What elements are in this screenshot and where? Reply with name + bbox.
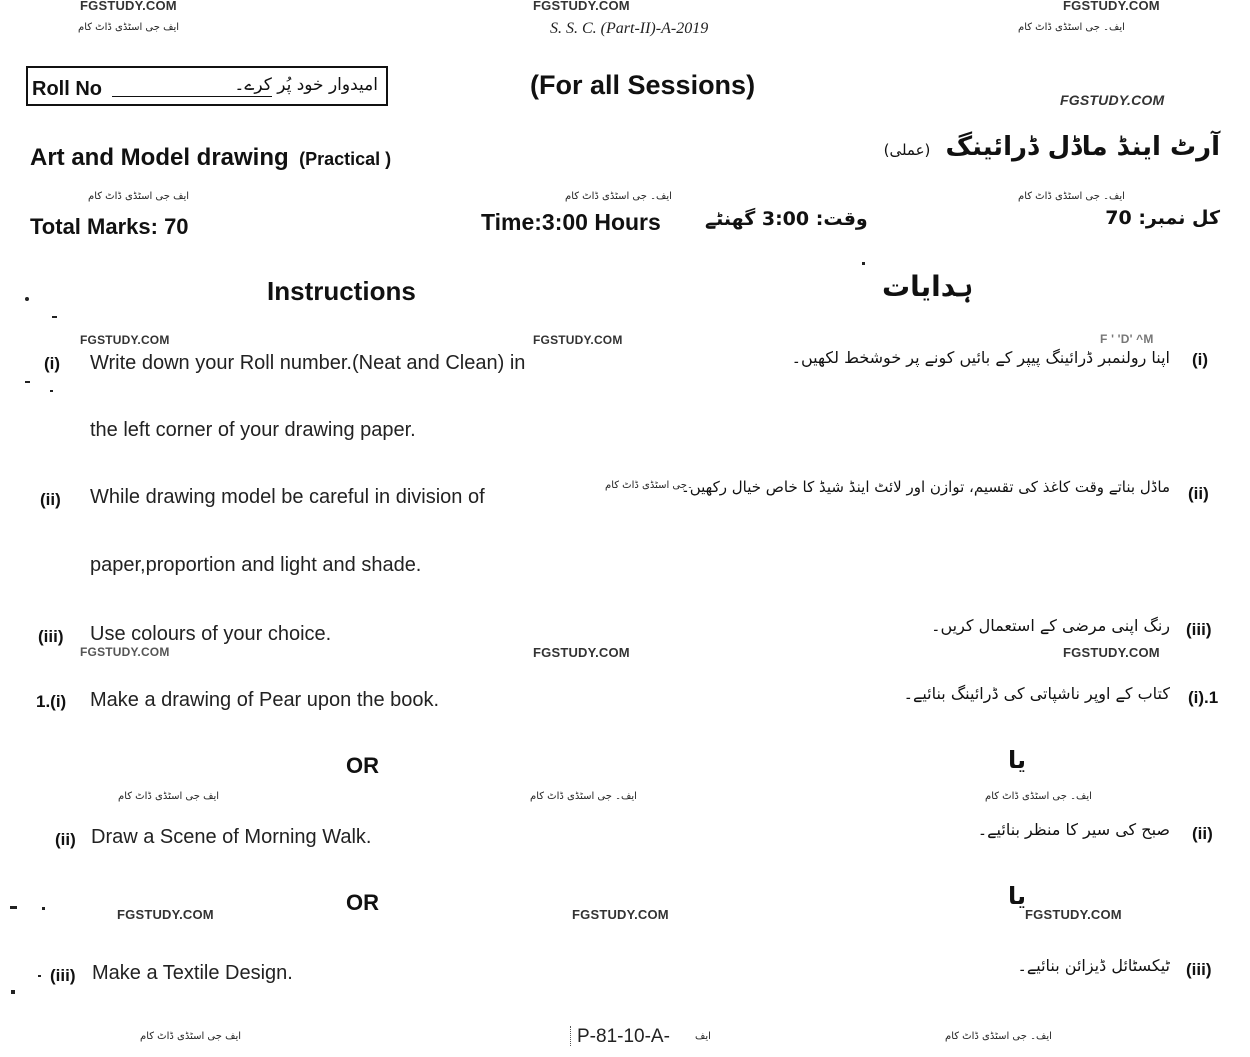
scan-speck — [42, 907, 45, 910]
scan-speck — [25, 381, 30, 383]
instruction-3-urdu: رنگ اپنی مرضی کے استعمال کریں۔ — [931, 616, 1170, 635]
watermark-text: FGSTUDY.COM — [1060, 92, 1165, 108]
instructions-heading-urdu: ہدایات — [882, 270, 974, 303]
watermark-text: FGSTUDY.COM — [533, 0, 630, 13]
question-2-urdu: صبح کی سیر کا منظر بنائیے۔ — [977, 820, 1170, 839]
watermark-urdu: ایف — [695, 1031, 711, 1042]
scan-speck — [50, 390, 53, 392]
question-1-urdu: کتاب کے اوپر ناشپاتی کی ڈرائینگ بنائیے۔ — [903, 684, 1170, 703]
total-marks-urdu — [1105, 207, 1220, 229]
watermark-urdu: ایف جی اسٹڈی ڈاٹ کام — [88, 191, 190, 202]
watermark-text: FGSTUDY.COM — [1063, 645, 1160, 660]
instruction-2-en-line1: While drawing model be careful in division of — [90, 486, 485, 508]
scan-speck — [11, 990, 15, 994]
time-urdu: وقت: 3:00 گھنٹے — [705, 208, 868, 230]
roll-number-label: Roll No — [32, 78, 102, 100]
question-3-en: Make a Textile Design. — [92, 962, 293, 984]
instruction-1-en-line2: the left corner of your drawing paper. — [90, 419, 416, 441]
scan-edge — [570, 1026, 572, 1046]
roll-number-box — [26, 66, 388, 106]
total-marks-en: Total Marks: 70 — [30, 214, 189, 239]
instruction-3-number: (iii) — [38, 627, 64, 646]
watermark-text: FGSTUDY.COM — [80, 0, 177, 13]
roll-number-urdu-note: امیدوار خود پُر کرے۔ — [234, 75, 378, 95]
instruction-2-number: (ii) — [40, 490, 61, 509]
watermark-urdu: ۔جی اسٹڈی ڈاٹ کام — [605, 480, 693, 491]
watermark-urdu: ایف۔ جی اسٹڈی ڈاٹ کام — [985, 791, 1092, 802]
question-3-urdu: ٹیکسٹائل ڈیزائن بنائیے۔ — [1017, 956, 1170, 975]
question-2-number: (ii) — [55, 830, 76, 849]
or-separator-en: OR — [346, 753, 379, 778]
question-1-number: 1.(i) — [36, 692, 67, 711]
instruction-2-number-urdu: (ii) — [1188, 484, 1209, 503]
subject-type: (Practical ) — [299, 149, 392, 169]
time-en: Time:3:00 Hours — [481, 209, 661, 235]
scan-speck — [862, 262, 865, 265]
watermark-text: FGSTUDY.COM — [572, 907, 669, 922]
instruction-3-en: Use colours of your choice. — [90, 623, 332, 645]
instruction-1-en-line1: Write down your Roll number.(Neat and Clean) in — [90, 352, 526, 374]
watermark-urdu: ایف جی اسٹڈی ڈاٹ کام — [118, 791, 220, 802]
instruction-1-number: (i) — [44, 354, 61, 373]
instructions-heading-en: Instructions — [267, 276, 416, 306]
instruction-3-number-urdu: (iii) — [1186, 620, 1212, 639]
or-separator-en: OR — [346, 890, 379, 915]
watermark-text-faded: FGSTUDY.COM — [80, 645, 170, 659]
instruction-1-number-urdu: (i) — [1192, 350, 1209, 369]
subject-name-urdu: آرٹ اینڈ ماڈل ڈرائینگ — [945, 132, 1220, 162]
question-3-number-urdu: (iii) — [1186, 960, 1212, 979]
subject-type-urdu: (عملی) — [883, 141, 931, 159]
watermark-text: FGSTUDY.COM — [80, 333, 170, 347]
watermark-text: FGSTUDY.COM — [1063, 0, 1160, 13]
question-2-number-urdu: (ii) — [1192, 824, 1213, 843]
instruction-2-urdu: ماڈل بناتے وقت کاغذ کی تقسیم، توازن اور لائٹ اینڈ شیڈ کا خاص خیال رکھیں۔ — [680, 478, 1170, 496]
subject-title-urdu — [884, 132, 1220, 162]
subject-name: Art and Model drawing — [30, 144, 289, 171]
question-3-number: (iii) — [50, 966, 76, 985]
watermark-text: FGSTUDY.COM — [533, 333, 623, 347]
question-2-en: Draw a Scene of Morning Walk. — [91, 826, 372, 848]
watermark-urdu: ایف۔ جی اسٹڈی ڈاٹ کام — [1018, 22, 1125, 33]
watermark-urdu: ایف۔ جی اسٹڈی ڈاٹ کام — [565, 191, 672, 202]
watermark-urdu: ایف جی اسٹڈی ڈاٹ کام — [78, 22, 180, 33]
question-1-number-urdu: (i).1 — [1188, 688, 1219, 707]
total-marks-urdu-label: کل نمبر: — [1138, 207, 1220, 229]
exam-code: S. S. C. (Part-II)-A-2019 — [550, 20, 709, 37]
total-marks-urdu-value: 70 — [1105, 207, 1132, 229]
scan-speck — [10, 906, 17, 909]
watermark-text-partial: F ' 'D' ^M — [1100, 332, 1154, 346]
instruction-2-en-line2: paper,proportion and light and shade. — [90, 554, 422, 576]
or-separator-urdu: یا — [1008, 746, 1027, 774]
instruction-1-urdu: اپنا رولنمبر ڈرائینگ پیپر کے بائیں کونے پر خوشخط لکھیں۔ — [791, 348, 1170, 367]
watermark-text-partial: FGSTUDY.COM — [1025, 907, 1122, 922]
question-1-en: Make a drawing of Pear upon the book. — [90, 689, 440, 711]
watermark-urdu: ایف۔ جی اسٹڈی ڈاٹ کام — [1018, 191, 1125, 202]
paper-code: P-81-10-A- — [577, 1026, 670, 1047]
roll-number-blank — [112, 96, 272, 97]
watermark-text: FGSTUDY.COM — [533, 645, 630, 660]
scan-speck — [25, 297, 29, 301]
scan-speck — [52, 316, 57, 318]
watermark-text: FGSTUDY.COM — [117, 907, 214, 922]
watermark-urdu: ایف۔ جی اسٹڈی ڈاٹ کام — [945, 1031, 1052, 1042]
scan-speck — [38, 975, 41, 977]
watermark-urdu: ایف۔ جی اسٹڈی ڈاٹ کام — [530, 791, 637, 802]
watermark-urdu: ایف جی اسٹڈی ڈاٹ کام — [140, 1031, 242, 1042]
subject-title-en — [30, 144, 391, 172]
sessions-heading: (For all Sessions) — [530, 70, 756, 100]
or-separator-urdu: یا — [1008, 882, 1027, 910]
